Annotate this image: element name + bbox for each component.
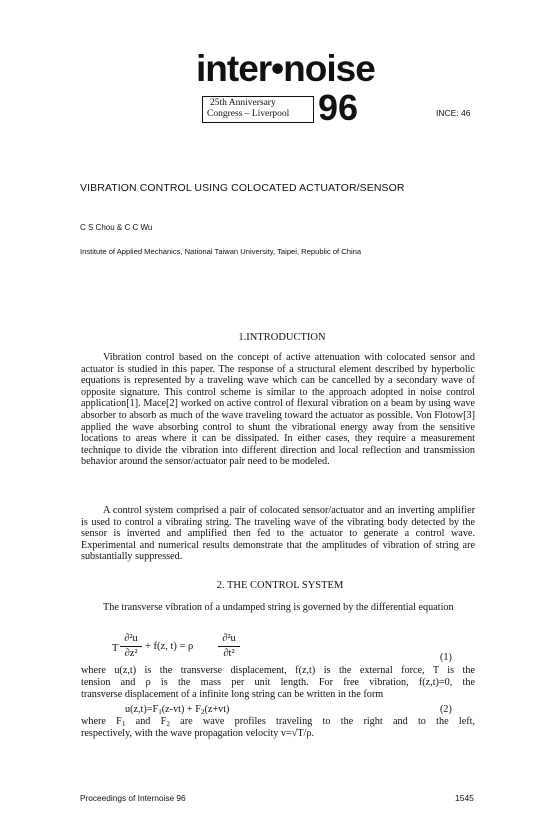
tension-line: tension and ρ is the mass per unit length. For free vibration, f(z,t)=0, the (81, 677, 475, 688)
eq1-numerator-right: ∂²u (222, 633, 236, 644)
control-system-heading: 2. THE CONTROL SYSTEM (216, 580, 344, 591)
eq1-numerator-left: ∂²u (124, 633, 138, 644)
introduction-paragraph-1 (81, 352, 475, 468)
introduction-heading: 1.INTRODUCTION (238, 332, 326, 343)
paragraph-text: The transverse vibration of a undamped string is governed by the differential equation (103, 602, 454, 613)
where-line-2 (81, 716, 475, 728)
eq2-sub-2: 2 (200, 708, 205, 716)
paper-title: VIBRATION CONTROL USING COLOCATED ACTUATOR/SENSOR (80, 182, 405, 194)
eq2-sub-1: 1 (158, 708, 162, 716)
equation-2 (125, 704, 229, 716)
eq2-tail: (z+vt) (204, 704, 230, 715)
introduction-paragraph-2 (81, 505, 475, 563)
conference-logo-wordmark: inter•noise (196, 48, 375, 89)
logo-anniversary-text: 25th Anniversary (210, 98, 276, 108)
where2-part-c: are wave profiles traveling to the right and to the left, (169, 716, 476, 727)
velocity-line: respectively, with the wave propagation velocity v=√T/ρ. (81, 728, 315, 739)
where2-part-a: where F (81, 716, 122, 727)
conference-logo-box (202, 96, 314, 123)
where2-sub-2: 2 (166, 720, 170, 728)
affiliation: Institute of Applied Mechanics, National Taiwan University, Taipei, Republic of China (80, 247, 362, 256)
where-line-1: where u(z,t) is the transverse displacement, f(z,t) is the external force, T is the (81, 665, 475, 676)
page-number: 1545 (455, 793, 474, 803)
logo-congress-text: Congress – Liverpool (207, 109, 290, 119)
equation-1-number: (1) (440, 652, 452, 663)
eq1-fraction-bar-left (120, 646, 142, 647)
eq2-middle: (z-vt) + F (161, 704, 201, 715)
reference-code: INCE: 46 (436, 108, 471, 118)
equation-2-number: (2) (440, 704, 452, 715)
eq1-tension-symbol: T (112, 643, 119, 654)
equation-1 (112, 633, 252, 665)
eq2-lead: u(z,t)=F (125, 704, 159, 715)
where2-sub-1: 1 (121, 720, 126, 728)
transverse-line: transverse displacement of a infinite long string can be written in the form (81, 689, 384, 700)
paragraph-text: Vibration control based on the concept of active attenuation with colocated sensor and actuator is studied in this paper. The response of a structural element described by hyperbolic equations is represented by a traveling wave which can be cancelled by a secondary wave of opposite signature. This control scheme is similar to the approach adopted in noise control application[1]. Mace[2] worked on active control of flexural vibration on a beam by using wave absorber to absorb as much of the wave traveling toward the actuator as possible. Von Flotow[3] applied the wave absorbing control to shunt the vibrational energy away from the sensitive locations to areas where it can be dissipated. In either cases, they require a measurement technique to divide the vibration into different direction and local reflection and transmission behavior around the sensor/actuator pair need to be modeled. (81, 352, 475, 468)
proceedings-footer: Proceedings of Internoise 96 (80, 793, 186, 803)
paragraph-text: A control system comprised a pair of colocated sensor/actuator and an inverting amplifier is used to control a vibrating string. The traveling wave of the vibrating body detected by the sensor is inverted and amplified then fed to the actuator to generate a control wave. Experimental and numerical results demonstrate that the amplitudes of vibration of string are substantially suppressed. (81, 505, 475, 563)
authors: C S Chou & C C Wu (80, 223, 153, 232)
eq1-middle-terms: + f(z, t) = ρ (145, 641, 194, 652)
eq1-denominator-right: ∂t² (223, 648, 235, 659)
eq1-denominator-left: ∂z² (124, 648, 138, 659)
control-system-paragraph-1 (81, 602, 475, 614)
logo-year: 96 (318, 87, 359, 128)
eq1-fraction-bar-right (218, 646, 240, 647)
where2-part-b: and F (125, 716, 167, 727)
